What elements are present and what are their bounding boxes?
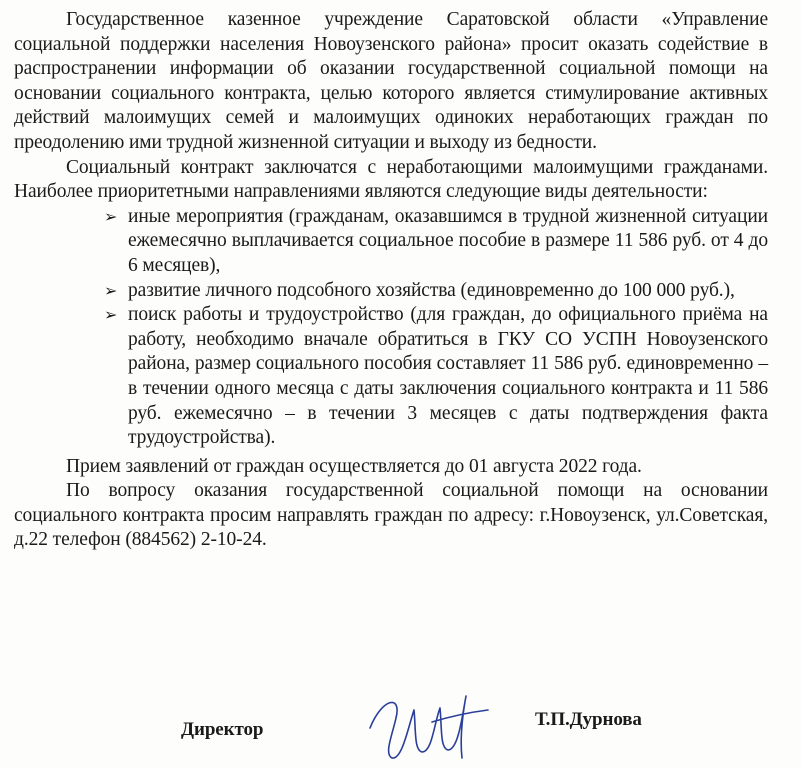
handwritten-signature [362,688,492,762]
list-item [104,303,768,451]
list-item-text: поиск работы и трудоустройство (для граждан, до официального приёма на работу, необходимо вначале обратиться в ГКУ СО УСПН Новоузенского района, размер социального пособия составляет 11 586 руб. единовременно – в течении одного месяца с даты заключения социального контракта и 11 586 руб. ежемесячно – в течении 3 месяцев с даты подтверждения факта трудоустройства). [128,304,768,449]
arrow-bullet-icon: ➢ [104,206,118,226]
signatory-name: Т.П.Дурнова [535,709,642,730]
arrow-bullet-icon: ➢ [104,280,118,300]
activity-list [14,205,768,451]
list-item-text: развитие личного подсобного хозяйства (единовременно до 100 000 руб.), [128,279,735,301]
list-item [104,205,768,279]
intro-paragraph: Государственное казенное учреждение Саратовской области «Управление социальной поддержки населения Новоузенского района» просит оказать содействие в распространении информации об оказании государственной социальной помощи на основании социального контракта, целью которого является стимулирование активных действий малоимущих семей и малоимущих одиноких неработающих граждан по преодолению ими трудной жизненной ситуации и выходу из бедности. [14,9,768,153]
contract-intro-paragraph: Социальный контракт заключатся с неработающими малоимущими гражданами. Наиболее приоритетными направлениями являются следующие виды деятельности: [14,156,768,203]
arrow-bullet-icon: ➢ [104,305,118,325]
contact-paragraph: По вопросу оказания государственной социальной помощи на основании социального контракта просим направлять граждан по адресу: г.Новоузенск, ул.Советская, д.22 телефон (884562) 2-10-24. [14,480,768,551]
list-item [104,279,768,304]
signatory-role: Директор [181,719,264,740]
signature-block [0,694,802,764]
deadline-paragraph: Прием заявлений от граждан осуществляется до 01 августа 2022 года. [66,455,642,477]
list-item-text: иные мероприятия (гражданам, оказавшимся в трудной жизненной ситуации ежемесячно выплачивается социальное пособие в размере 11 586 руб. от 4 до 6 месяцев), [128,205,768,276]
